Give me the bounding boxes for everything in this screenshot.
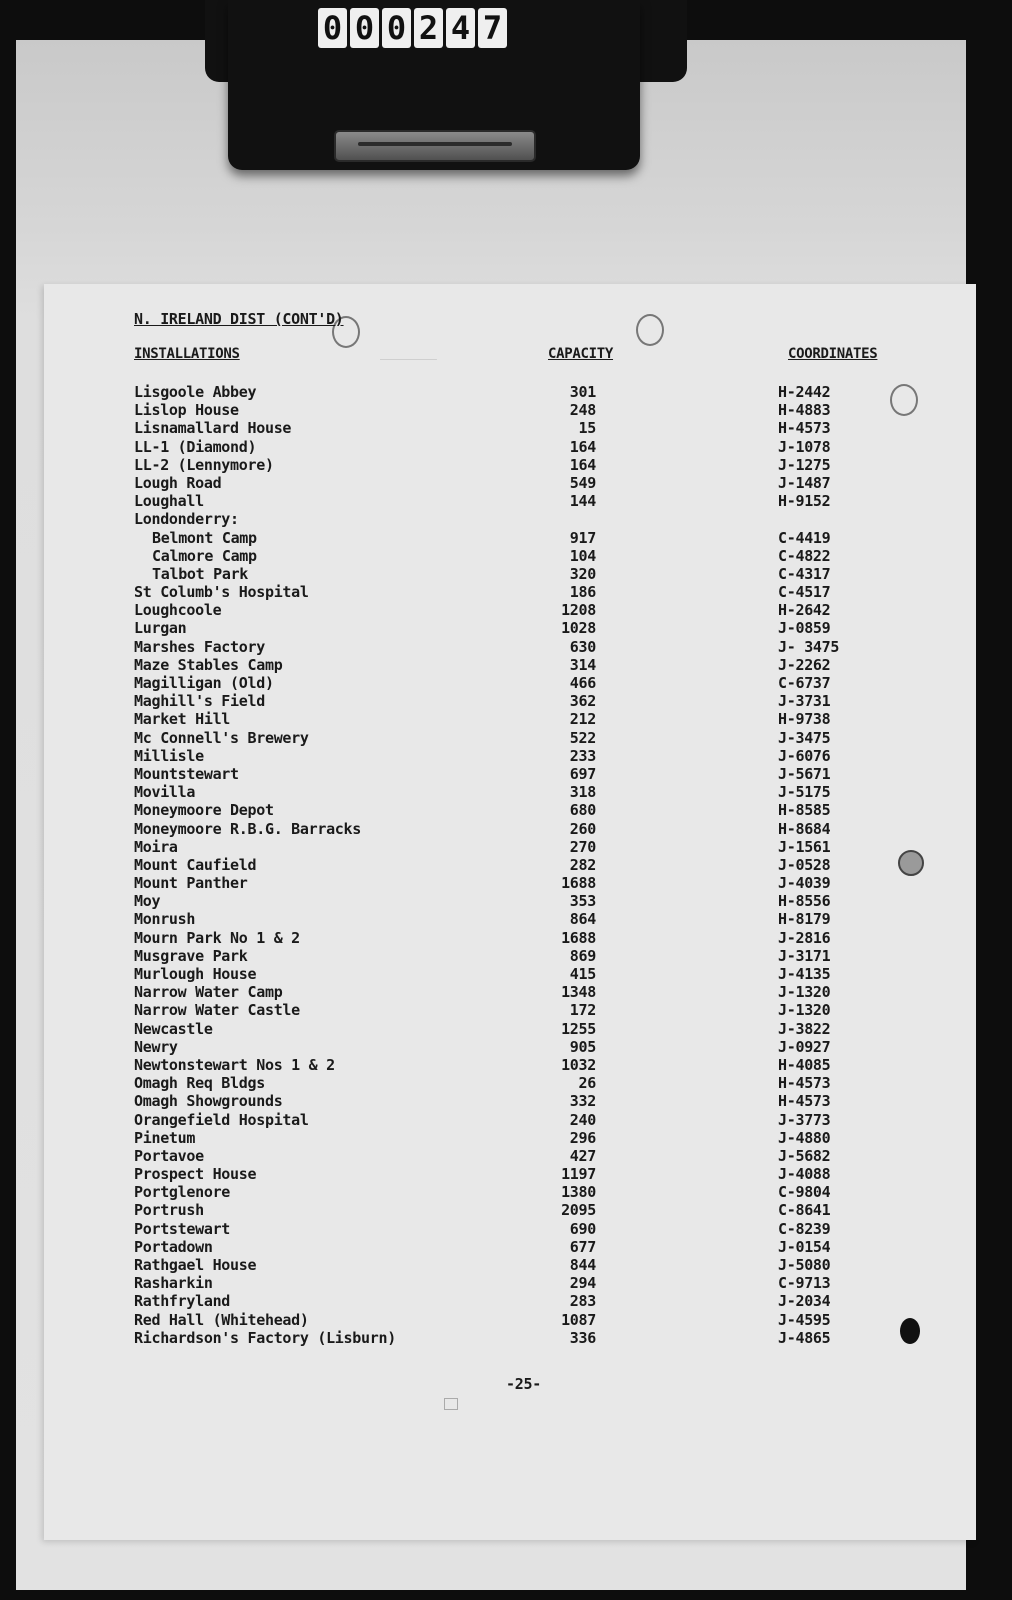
coordinate-value: H-4085 [778,1055,831,1074]
table-row [0,656,1012,674]
coordinate-value: H-9738 [778,710,831,729]
capacity-value: 549 [569,473,596,492]
coordinate-value: J-4039 [778,874,831,893]
capacity-value: 680 [569,801,596,820]
installation-name: Lisnamallard House [134,419,292,438]
table-row [0,747,1012,765]
installation-name: Lisgoole Abbey [134,383,257,401]
counter-digit: 2 [414,8,443,48]
table-row [0,1201,1012,1219]
capacity-value: 283 [569,1292,596,1311]
capacity-value: 677 [569,1237,596,1256]
installation-name: Magilligan (Old) [134,674,274,692]
column-header-installations: INSTALLATIONS [134,346,240,362]
installation-name: Newcastle [134,1019,213,1038]
table-row [0,1001,1012,1019]
installation-name: Murlough House [134,965,257,983]
table-row [0,510,1012,528]
coordinate-value: J-1078 [778,437,831,456]
installation-name: Market Hill [134,710,231,729]
installation-name: Mountstewart [134,764,239,783]
coordinate-value: J-2816 [778,928,831,947]
coordinate-value: J-4880 [778,1128,831,1147]
table-row [0,947,1012,965]
capacity-value: 1087 [561,1310,596,1329]
installation-name: Lislop House [134,401,239,420]
table-row [0,456,1012,474]
table-row [0,838,1012,856]
table-row [0,801,1012,819]
page-number: -25- [506,1375,541,1393]
table-row [0,1165,1012,1183]
coordinate-value: C-4419 [778,528,831,547]
coordinate-value: C-4822 [778,546,831,565]
coordinate-value: J-4135 [778,965,831,983]
capacity-value: 869 [569,946,596,965]
capacity-value: 415 [569,965,596,983]
capacity-value: 104 [569,546,596,565]
table-row [0,729,1012,747]
capacity-value: 844 [569,1256,596,1274]
capacity-value: 1255 [561,1019,596,1038]
clamp-plate [334,130,536,162]
capacity-value: 233 [569,746,596,765]
table-row [0,1256,1012,1274]
installation-name: Omagh Req Bldgs [134,1074,265,1093]
table-row [0,547,1012,565]
coordinate-value: J-5080 [778,1256,831,1274]
table-row [0,674,1012,692]
installation-name: Rathfryland [134,1292,231,1311]
installation-name: Marshes Factory [134,637,265,656]
capacity-value: 270 [569,837,596,856]
table-row [0,1238,1012,1256]
coordinate-value: J-4865 [778,1328,831,1347]
capacity-value: 294 [569,1274,596,1293]
table-row [0,474,1012,492]
capacity-value: 1197 [561,1165,596,1184]
coordinate-value: J-1487 [778,473,831,492]
column-header-coordinates: COORDINATES [788,346,878,362]
table-row [0,492,1012,510]
capacity-value: 630 [569,637,596,656]
installation-name: LL-2 (Lennymore) [134,455,274,474]
coordinate-value: C-6737 [778,674,831,692]
capacity-value: 164 [569,437,596,456]
capacity-value: 353 [569,892,596,911]
table-row [0,1111,1012,1129]
coordinate-value: J-1275 [778,455,831,474]
coordinate-value: J-4595 [778,1310,831,1329]
table-row [0,419,1012,437]
capacity-value: 2095 [561,1201,596,1220]
capacity-value: 296 [569,1128,596,1147]
capacity-value: 1380 [561,1183,596,1202]
capacity-value: 427 [569,1146,596,1165]
installation-name: Mourn Park No 1 & 2 [134,928,300,947]
table-row [0,1129,1012,1147]
coordinate-value: H-4573 [778,1074,831,1093]
coordinate-value: H-8585 [778,801,831,820]
table-row [0,1274,1012,1292]
installation-name: Narrow Water Castle [134,1001,300,1020]
capacity-value: 1688 [561,928,596,947]
installation-name: Rasharkin [134,1274,213,1293]
coordinate-value: J-1561 [778,837,831,856]
coordinate-value: J-6076 [778,746,831,765]
installation-name: Loughall [134,492,204,511]
table-row [0,601,1012,619]
capacity-value: 144 [569,492,596,511]
coordinate-value: H-8179 [778,910,831,929]
installation-name: Orangefield Hospital [134,1110,309,1129]
column-header-capacity: CAPACITY [548,346,614,362]
installation-name: St Columb's Hospital [134,583,309,602]
capacity-value: 282 [569,855,596,874]
capacity-value: 690 [569,1219,596,1238]
table-row [0,1147,1012,1165]
counter-digit: 4 [446,8,475,48]
installation-name: Richardson's Factory (Lisburn) [134,1328,396,1347]
table-row [0,1311,1012,1329]
coordinate-value: J-0528 [778,855,831,874]
counter-digit: 0 [382,8,411,48]
coordinate-value: C-8641 [778,1201,831,1220]
installation-name: Talbot Park [152,564,249,583]
counter-digit: 0 [318,8,347,48]
coordinate-value: H-8556 [778,892,831,911]
capacity-value: 164 [569,455,596,474]
coordinate-value: H-4573 [778,1092,831,1111]
coordinate-value: C-8239 [778,1219,831,1238]
coordinate-value: J-1320 [778,1001,831,1020]
installation-name: LL-1 (Diamond) [134,437,257,456]
capacity-value: 917 [569,528,596,547]
table-row [0,438,1012,456]
capacity-value: 314 [569,655,596,674]
installation-name: Mount Caufield [134,855,257,874]
table-row [0,1292,1012,1310]
coordinate-value: J-1320 [778,983,831,1002]
table-row [0,765,1012,783]
table-row [0,710,1012,728]
installation-name: Rathgael House [134,1256,257,1274]
installation-name: Londonderry: [134,510,239,529]
table-row [0,583,1012,601]
table-row [0,1092,1012,1110]
capacity-value: 1032 [561,1055,596,1074]
coordinate-value: J-5671 [778,764,831,783]
installation-name: Lurgan [134,619,187,638]
installation-name: Moneymoore R.B.G. Barracks [134,819,362,838]
capacity-value: 1348 [561,983,596,1002]
capacity-value: 362 [569,692,596,711]
installation-name: Portavoe [134,1146,204,1165]
table-row [0,910,1012,928]
installation-name: Maghill's Field [134,692,265,711]
coordinate-value: J-3773 [778,1110,831,1129]
table-row [0,820,1012,838]
capacity-value: 320 [569,564,596,583]
coordinate-value: H-4573 [778,419,831,438]
coordinate-value: J-3731 [778,692,831,711]
table-row [0,1020,1012,1038]
coordinate-value: J-0859 [778,619,831,638]
installation-name: Mc Connell's Brewery [134,728,309,747]
capacity-value: 260 [569,819,596,838]
coordinate-value: J-0927 [778,1037,831,1056]
coordinate-value: J-2262 [778,655,831,674]
table-row [0,1183,1012,1201]
table-row [0,892,1012,910]
installation-name: Belmont Camp [152,528,257,547]
counter-digit: 7 [478,8,507,48]
installation-name: Lough Road [134,473,222,492]
capacity-value: 212 [569,710,596,729]
installation-name: Monrush [134,910,196,929]
capacity-value: 301 [569,383,596,401]
installation-name: Musgrave Park [134,946,248,965]
column-header-bleedthrough [380,346,437,362]
table-row [0,638,1012,656]
installation-name: Mount Panther [134,874,248,893]
faint-mark [444,1398,458,1410]
coordinate-value: J-3822 [778,1019,831,1038]
installation-name: Newry [134,1037,178,1056]
coordinate-value: J-5175 [778,783,831,802]
coordinate-value: H-4883 [778,401,831,420]
installation-name: Omagh Showgrounds [134,1092,283,1111]
table-row [0,619,1012,637]
coordinate-value: J-0154 [778,1237,831,1256]
document-heading: N. IRELAND DIST (CONT'D) [134,310,344,328]
table-row [0,856,1012,874]
installation-name: Loughcoole [134,601,222,620]
installation-name: Millisle [134,746,204,765]
table-row [0,529,1012,547]
table-row [0,401,1012,419]
capacity-value: 1028 [561,619,596,638]
coordinate-value: C-9713 [778,1274,831,1293]
capacity-value: 240 [569,1110,596,1129]
installation-name: Portadown [134,1237,213,1256]
capacity-value: 697 [569,764,596,783]
installation-name: Prospect House [134,1165,257,1184]
coordinate-value: J-4088 [778,1165,831,1184]
installation-name: Newtonstewart Nos 1 & 2 [134,1055,335,1074]
coordinate-value: C-4317 [778,564,831,583]
capacity-value: 186 [569,583,596,602]
installations-table [0,383,1012,1347]
table-row [0,383,1012,401]
capacity-value: 248 [569,401,596,420]
capacity-value: 522 [569,728,596,747]
capacity-value: 1688 [561,874,596,893]
table-row [0,1220,1012,1238]
table-row [0,1038,1012,1056]
capacity-value: 172 [569,1001,596,1020]
table-row [0,874,1012,892]
coordinate-value: J-5682 [778,1146,831,1165]
coordinate-value: J- 3475 [778,637,840,656]
frame-counter [318,8,507,48]
table-row [0,1074,1012,1092]
capacity-value: 864 [569,910,596,929]
capacity-value: 26 [578,1074,596,1093]
coordinate-value: H-8684 [778,819,831,838]
coordinate-value: H-2442 [778,383,831,401]
table-row [0,783,1012,801]
coordinate-value: J-2034 [778,1292,831,1311]
capacity-value: 15 [578,419,596,438]
installation-name: Movilla [134,783,196,802]
table-row [0,929,1012,947]
installation-name: Moneymoore Depot [134,801,274,820]
capacity-value: 318 [569,783,596,802]
installation-name: Pinetum [134,1128,196,1147]
installation-name: Narrow Water Camp [134,983,283,1002]
capacity-value: 1208 [561,601,596,620]
installation-name: Portglenore [134,1183,231,1202]
table-row [0,692,1012,710]
installation-name: Portstewart [134,1219,231,1238]
capacity-value: 336 [569,1328,596,1347]
installation-name: Calmore Camp [152,546,257,565]
punch-hole-ring [636,314,664,346]
installation-name: Red Hall (Whitehead) [134,1310,309,1329]
coordinate-value: H-2642 [778,601,831,620]
installation-name: Moira [134,837,178,856]
installation-name: Maze Stables Camp [134,655,283,674]
capacity-value: 466 [569,674,596,692]
coordinate-value: H-9152 [778,492,831,511]
installation-name: Moy [134,892,161,911]
coordinate-value: C-4517 [778,583,831,602]
table-row [0,983,1012,1001]
table-row [0,1056,1012,1074]
table-row [0,1329,1012,1347]
installation-name: Portrush [134,1201,204,1220]
counter-digit: 0 [350,8,379,48]
table-row [0,565,1012,583]
capacity-value: 905 [569,1037,596,1056]
capacity-value: 332 [569,1092,596,1111]
coordinate-value: J-3171 [778,946,831,965]
table-row [0,965,1012,983]
coordinate-value: C-9804 [778,1183,831,1202]
coordinate-value: J-3475 [778,728,831,747]
